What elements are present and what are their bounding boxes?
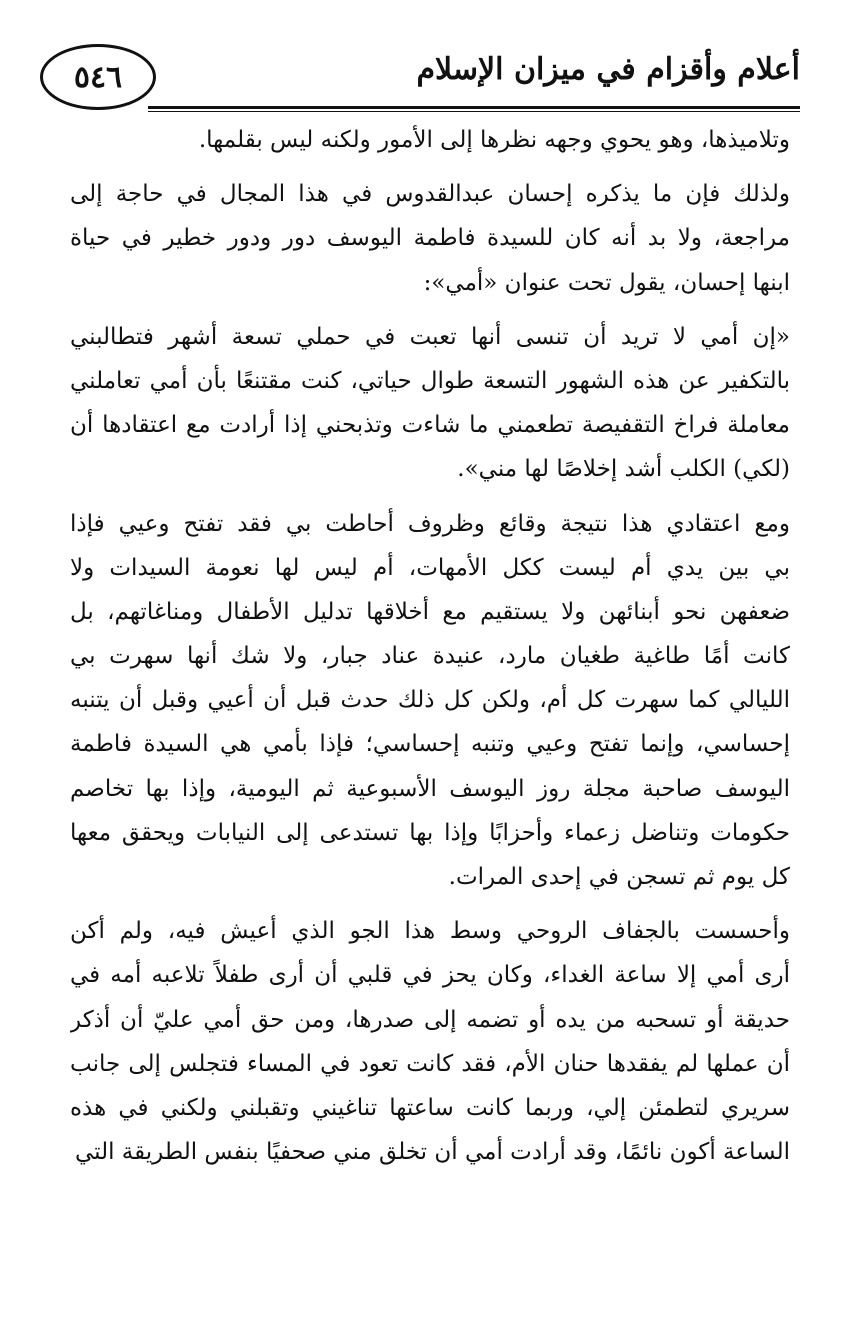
text-line: حديقة أو تسحبه من يده أو تضمه إلى صدرها، ومن حق أمي عليّ أن أذكر [70, 1006, 790, 1033]
text-line: اليوسف صاحبة مجلة روز اليوسف الأسبوعية ثم اليومية، وإذا بها تخاصم [70, 775, 790, 802]
text-line: وأحسست بالجفاف الروحي وسط هذا الجو الذي أعيش فيه، ولم أكن [70, 918, 790, 945]
text-line: أرى أمي إلا ساعة الغداء، وكان يحز في قلبي أن أرى طفلاً تلاعبه أمه في [70, 962, 790, 989]
text-line: مراجعة، ولا بد أنه كان للسيدة فاطمة اليوسف دور ودور خطير في حياة [70, 225, 790, 252]
text-line: (لكي) الكلب أشد إخلاصًا لها مني». [457, 456, 790, 483]
text-line: كل يوم ثم تسجن في إحدى المرات. [448, 864, 790, 890]
text-line: معاملة فراخ التقفيصة تطعمني ما شاءت وتذبحني إذا أرادت مع اعتقادها أن [70, 412, 790, 439]
text-line: إحساسي، وإنما تفتح وعيي وتنبه إحساسي؛ فإذا بأمي هي السيدة فاطمة [70, 731, 790, 758]
text-line: وتلاميذها، وهو يحوي وجهه نظرها إلى الأمور ولكنه ليس بقلمها. [198, 127, 790, 153]
header-rule-thin [148, 111, 800, 112]
page-number-badge [40, 44, 156, 110]
text-line: ولذلك فإن ما يذكره إحسان عبدالقدوس في هذا المجال في حاجة إلى [70, 181, 790, 208]
text-line: «إن أمي لا تريد أن تنسى أنها تعبت في حملي تسعة أشهر فتطالبني [70, 323, 790, 350]
text-line: بي بين يدي أم ليست ككل الأمهات، أم ليس لها نعومة السيدات ولا [70, 554, 790, 581]
text-line: الساعة أكون نائمًا، وقد أرادت أمي أن تخلق مني صحفيًا بنفس الطريقة التي [74, 1139, 790, 1166]
text-line: الليالي كما سهرت كل أم، ولكن كل ذلك حدث قبل أن أعيي وقبل أن يتنبه [70, 687, 790, 714]
paragraph [70, 502, 790, 900]
page-number: ٥٤٦ [73, 59, 123, 95]
text-line: أن عملها لم يفقدها حنان الأم، فقد كانت تعود في المساء فتجلس إلى جانب [70, 1050, 790, 1077]
paragraph [70, 909, 790, 1174]
text-line: ضعفهن نحو أبنائهن ولا يستقيم مع أخلاقها تدليل الأطفال ومناغاتهم، بل [70, 598, 790, 625]
text-line: ومع اعتقادي هذا نتيجة وقائع وظروف أحاطت بي فقد تفتح وعيي فإذا [70, 510, 790, 537]
text-line: سريري لتطمئن إلي، وربما كانت ساعتها تناغيني وتقبلني ولكني في هذه [70, 1094, 790, 1121]
paragraph [70, 315, 790, 492]
text-line: بالتكفير عن هذه الشهور التسعة طوال حياتي، كنت مقتنعًا بأن أمي تعاملني [70, 367, 790, 394]
page-header [40, 40, 800, 112]
text-line: ابنها إحسان، يقول تحت عنوان «أمي»: [423, 269, 790, 296]
book-title: أعلام وأقزام في ميزان الإسلام [416, 52, 800, 87]
paragraph [70, 118, 790, 162]
text-line: كانت أمًا طاغية طغيان مارد، عنيدة عناد جبار، ولا شك أنها سهرت بي [70, 643, 790, 670]
header-rule [148, 106, 800, 109]
body-text [70, 118, 790, 1184]
paragraph [70, 172, 790, 305]
text-line: حكومات وتناضل زعماء وأحزابًا وإذا بها تستدعى إلى النيابات ويحقق معها [70, 819, 790, 846]
